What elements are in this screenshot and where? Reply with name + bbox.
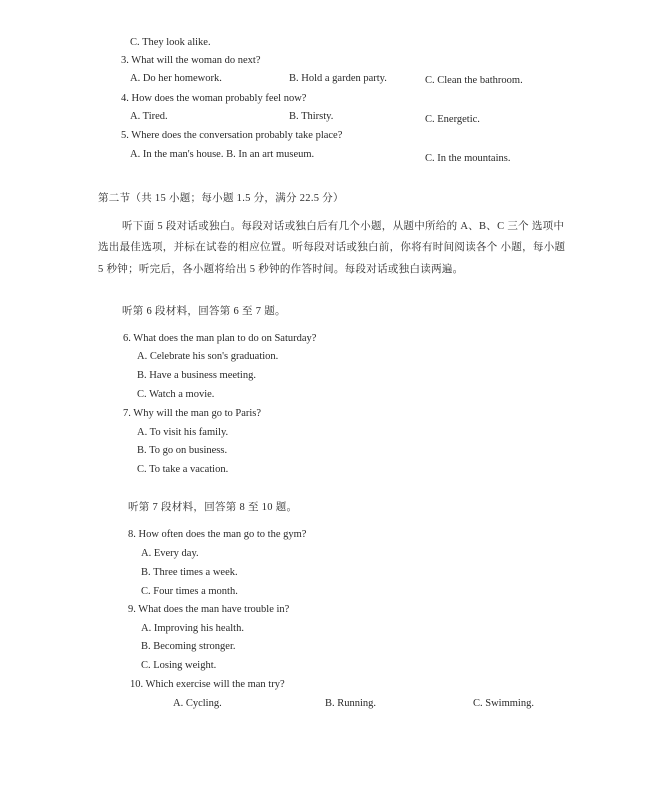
q6-option-a: A. Celebrate his son's graduation. (137, 351, 279, 362)
q10-option-a: A. Cycling. (173, 698, 222, 709)
q5-stem: 5. Where does the conversation probably take place? (121, 130, 343, 141)
group6-intro: 听第 6 段材料，回答第 6 至 7 题。 (122, 306, 286, 317)
q5-options-ab: A. In the man's house. B. In an art museum. (130, 149, 315, 160)
q8-option-b: B. Three times a week. (141, 567, 238, 578)
q6-stem: 6. What does the man plan to do on Saturday? (123, 333, 317, 344)
q3-stem: 3. What will the woman do next? (121, 55, 261, 66)
q8-stem: 8. How often does the man go to the gym? (128, 529, 307, 540)
q8-option-c: C. Four times a month. (141, 586, 238, 597)
q3-option-a: A. Do her homework. (130, 73, 222, 84)
section2-heading: 第二节（共 15 小题；每小题 1.5 分，满分 22.5 分） (98, 193, 344, 204)
q7-option-c: C. To take a vacation. (137, 464, 229, 475)
section2-instruction-line1: 听下面 5 段对话或独白。每段对话或独白后有几个小题，从题中所给的 A、B、C 三个 选项中 (122, 221, 565, 232)
section2-instruction-line3: 5 秒钟；听完后，各小题将给出 5 秒钟的作答时间。每段对话或独白读两遍。 (98, 264, 464, 275)
q10-option-b: B. Running. (325, 698, 377, 709)
q7-option-a: A. To visit his family. (137, 427, 229, 438)
group7-intro: 听第 7 段材料，回答第 8 至 10 题。 (128, 502, 298, 513)
section2-instruction-line2: 选出最佳选项，并标在试卷的相应位置。听每段对话或独白前，你将有时间阅读各个 小题，每小题 (98, 242, 566, 253)
q3-option-b: B. Hold a garden party. (289, 73, 387, 84)
q10-option-c: C. Swimming. (473, 698, 534, 709)
q2-option-c: C. They look alike. (130, 37, 211, 48)
q5-option-c: C. In the mountains. (425, 153, 511, 164)
q4-stem: 4. How does the woman probably feel now? (121, 93, 307, 104)
q9-option-c: C. Losing weight. (141, 660, 217, 671)
q4-option-c: C. Energetic. (425, 114, 480, 125)
q6-option-c: C. Watch a movie. (137, 389, 215, 400)
q9-option-b: B. Becoming stronger. (141, 641, 236, 652)
q9-option-a: A. Improving his health. (141, 623, 244, 634)
q4-option-b: B. Thirsty. (289, 111, 334, 122)
q3-option-c: C. Clean the bathroom. (425, 75, 523, 86)
q10-stem: 10. Which exercise will the man try? (130, 679, 285, 690)
q7-stem: 7. Why will the man go to Paris? (123, 408, 262, 419)
q8-option-a: A. Every day. (141, 548, 199, 559)
q9-stem: 9. What does the man have trouble in? (128, 604, 290, 615)
q4-option-a: A. Tired. (130, 111, 168, 122)
q7-option-b: B. To go on business. (137, 445, 228, 456)
q6-option-b: B. Have a business meeting. (137, 370, 256, 381)
